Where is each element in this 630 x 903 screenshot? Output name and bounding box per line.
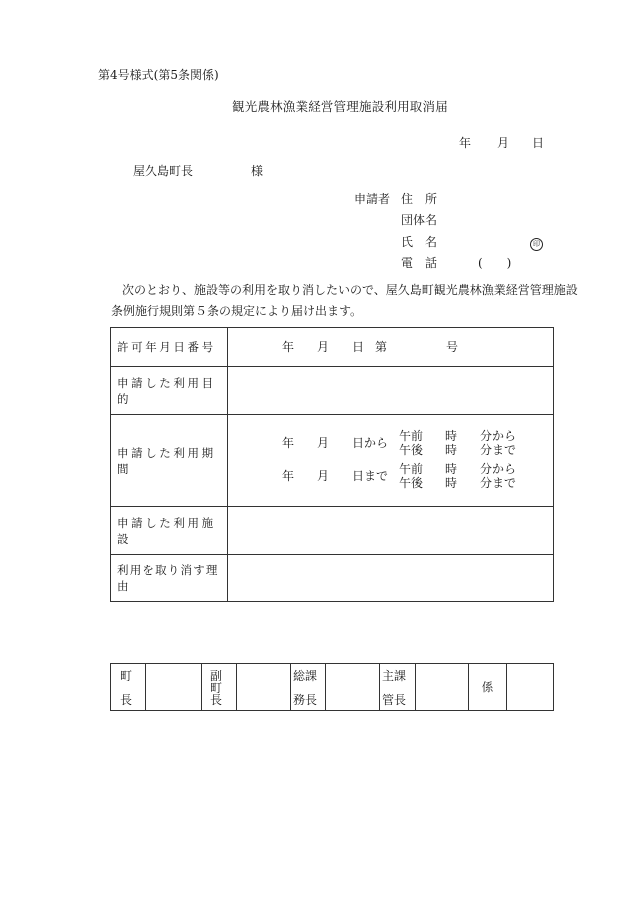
approval-box-mayor[interactable] <box>146 664 202 711</box>
period-from-year: 年 <box>282 436 295 450</box>
date-year: 年 <box>459 136 472 150</box>
cap-deputy-mid: 町 <box>210 681 223 695</box>
period-to-year: 年 <box>282 469 295 483</box>
value-reason[interactable] <box>228 555 554 602</box>
permit-go: 号 <box>446 340 459 354</box>
approval-cap-deputy <box>202 664 237 711</box>
applicant-label: 申請者 <box>354 192 391 206</box>
value-period[interactable] <box>228 415 554 507</box>
body-line-1: 次のとおり、施設等の利用を取り消したいので、屋久島町観光農林漁業経営管理施設 <box>122 283 578 297</box>
period-from-hour-b: 時 <box>445 443 458 457</box>
body-line-2: 条例施行規則第５条の規定により届け出ます。 <box>111 304 363 318</box>
row-period <box>111 415 554 507</box>
row-permit <box>111 328 554 367</box>
period-to-min-b: 分まで <box>480 476 517 490</box>
document-title: 観光農林漁業経営管理施設利用取消届 <box>232 99 448 114</box>
permit-dai: 第 <box>375 340 388 354</box>
date-day: 日 <box>532 136 545 150</box>
value-facility[interactable] <box>228 507 554 555</box>
approval-row <box>111 664 554 711</box>
cap-chief-top: 主課 <box>382 669 407 683</box>
applicant-phone-label: 電 話 <box>401 256 438 270</box>
approval-box-deputy[interactable] <box>237 664 291 711</box>
applicant-address-label: 住 所 <box>401 192 438 206</box>
period-from-month: 月 <box>317 436 330 450</box>
approval-box-chief[interactable] <box>416 664 469 711</box>
cap-deputy-bottom: 長 <box>210 693 223 707</box>
period-from-am: 午前 <box>399 429 424 443</box>
applicant-name-label: 氏 名 <box>401 235 438 249</box>
details-table <box>110 327 554 602</box>
period-from-hour-a: 時 <box>445 429 458 443</box>
cap-chief-bottom: 管長 <box>382 693 407 707</box>
row-purpose <box>111 367 554 415</box>
cap-mayor-top: 町 <box>120 669 133 683</box>
period-from-min-a: 分から <box>480 429 517 443</box>
label-facility: 申請した利用施設 <box>111 507 228 555</box>
applicant-organization-label: 団体名 <box>401 213 438 227</box>
date-month: 月 <box>497 136 510 150</box>
approval-cap-staff: 係 <box>469 664 507 711</box>
approval-cap-general-affairs <box>291 664 326 711</box>
permit-month: 月 <box>317 340 330 354</box>
approval-cap-mayor <box>111 664 146 711</box>
period-to-day: 日まで <box>352 469 389 483</box>
label-permit-date-number: 許可年月日番号 <box>111 328 228 367</box>
addressee-name: 屋久島町長 <box>133 164 194 178</box>
label-period: 申請した利用期間 <box>111 415 228 507</box>
value-permit-date-number[interactable] <box>228 328 554 367</box>
addressee-honorific: 様 <box>251 164 264 178</box>
period-from-day: 日から <box>352 436 389 450</box>
row-reason <box>111 555 554 602</box>
label-purpose: 申請した利用目的 <box>111 367 228 415</box>
cap-mayor-bottom: 長 <box>120 693 133 707</box>
period-to-pm: 午後 <box>399 476 424 490</box>
approval-box-general-affairs[interactable] <box>326 664 380 711</box>
cap-general-affairs-bottom: 務長 <box>293 693 318 707</box>
seal-mark <box>530 235 543 251</box>
period-to-month: 月 <box>317 469 330 483</box>
period-to-hour-a: 時 <box>445 462 458 476</box>
period-to-am: 午前 <box>399 462 424 476</box>
period-to-min-a: 分から <box>480 462 517 476</box>
cap-deputy-top: 副 <box>210 669 223 683</box>
row-facility <box>111 507 554 555</box>
permit-day: 日 <box>352 340 365 354</box>
value-purpose[interactable] <box>228 367 554 415</box>
approval-table <box>110 663 554 711</box>
approval-cap-chief <box>380 664 416 711</box>
applicant-phone-paren: ( ) <box>478 256 512 270</box>
period-from-min-b: 分まで <box>480 443 517 457</box>
form-number: 第4号様式(第5条関係) <box>98 68 219 82</box>
period-from-pm: 午後 <box>399 443 424 457</box>
seal-icon: 印 <box>530 238 543 251</box>
label-reason: 利用を取り消す理由 <box>111 555 228 602</box>
period-to-hour-b: 時 <box>445 476 458 490</box>
cap-general-affairs-top: 総課 <box>293 669 318 683</box>
permit-year: 年 <box>282 340 295 354</box>
approval-box-staff[interactable] <box>507 664 554 711</box>
